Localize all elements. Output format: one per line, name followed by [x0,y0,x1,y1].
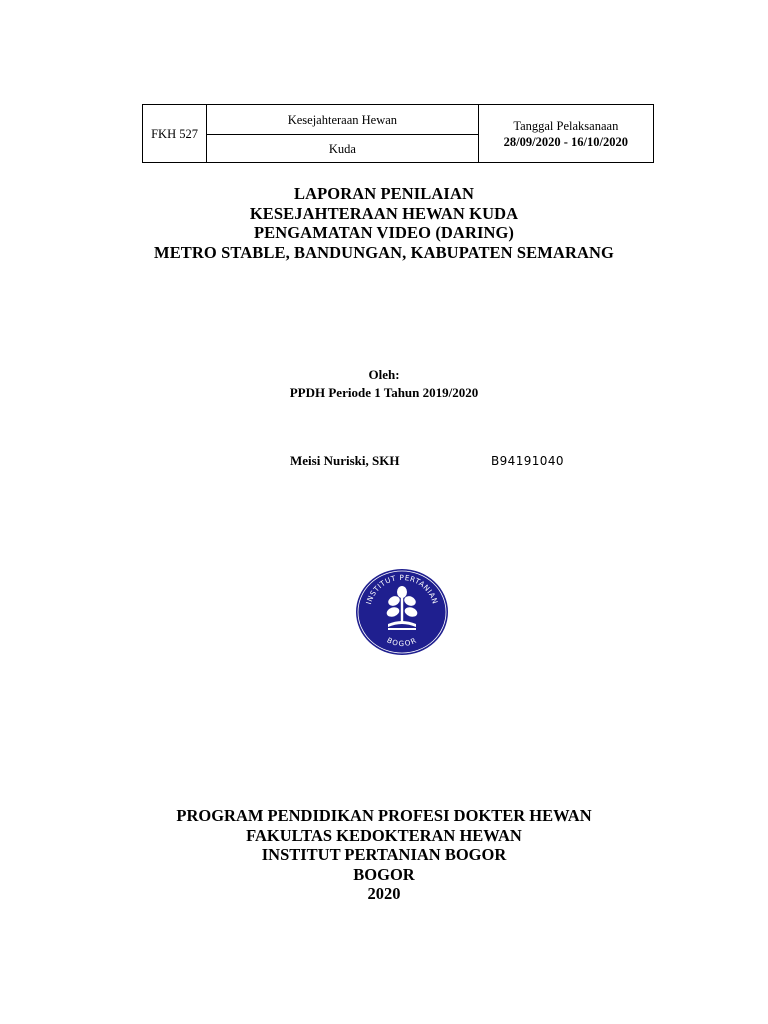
footer-line-3: INSTITUT PERTANIAN BOGOR [261,845,507,864]
ipb-logo-icon [354,568,450,656]
footer-line-4: BOGOR [353,864,415,884]
logo-text-bottom: BOGOR [385,635,419,649]
author-name: Meisi Nuriski, SKH [290,453,400,468]
course-name: Kesejahteraan Hewan [287,112,398,127]
date-cell [478,105,653,163]
date-label: Tanggal Pelaksanaan [513,118,619,133]
course-name-cell [207,105,479,135]
topic: Kuda [328,141,356,156]
logo-text-top: INSTITUT PERTANIAN [364,572,440,606]
footer-line-2: FAKULTAS KEDOKTERAN HEWAN [246,825,522,845]
report-title [0,184,768,262]
student-id: B94191040 [491,454,564,468]
title-line-2: KESEJAHTERAAN HEWAN KUDA [249,203,519,223]
course-header-table [142,104,654,163]
date-range: 28/09/2020 - 16/10/2020 [503,134,628,149]
author-group: PPDH Periode 1 Tahun 2019/2020 [289,385,479,400]
title-line-4: METRO STABLE, BANDUNGAN, KABUPATEN SEMARANG [154,242,614,262]
title-line-1: LAPORAN PENILAIAN [293,184,474,203]
footer-line-5: 2020 [367,884,401,903]
topic-cell [207,135,479,163]
author-block [0,366,768,402]
title-line-3: PENGAMATAN VIDEO (DARING) [253,223,515,242]
course-code: FKH 527 [151,126,198,141]
institution-footer [0,806,768,904]
by-label: Oleh: [368,367,400,382]
course-code-cell [143,105,207,163]
footer-line-1: PROGRAM PENDIDIKAN PROFESI DOKTER HEWAN [176,806,592,825]
